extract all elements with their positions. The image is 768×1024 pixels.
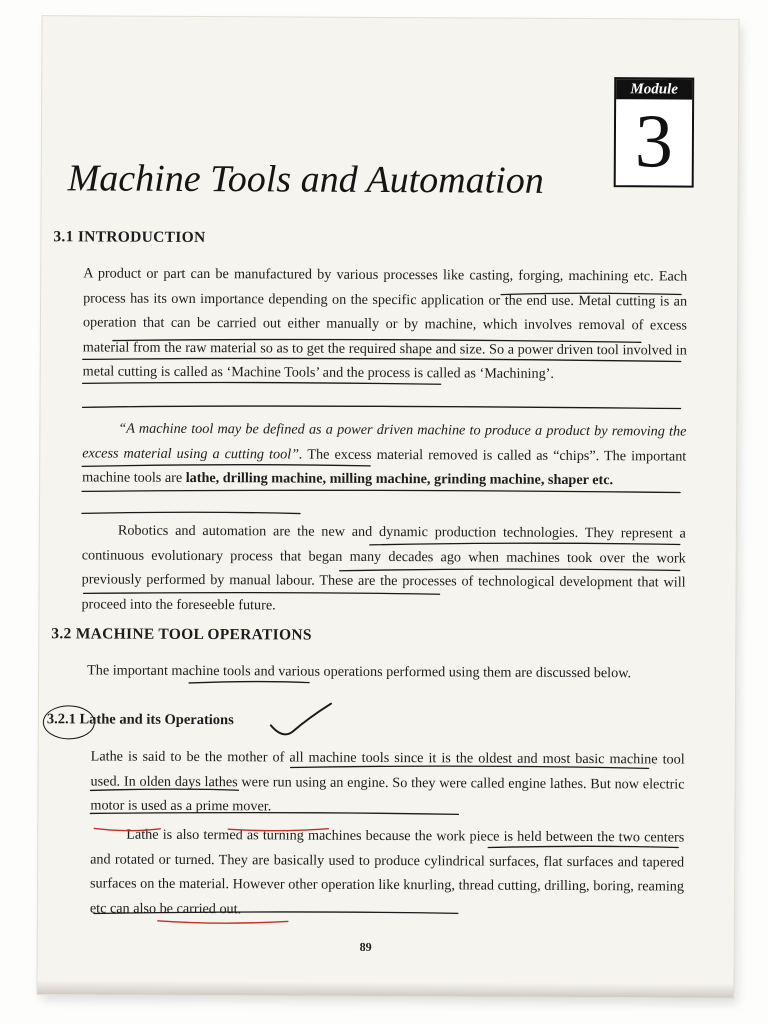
section-heading-introduction: 3.1 INTRODUCTION — [53, 228, 206, 247]
chapter-title: Machine Tools and Automation — [67, 157, 544, 202]
paragraph-lathe-intro: Lathe is said to be the mother of all machine tools since it is the oldest and most basic machine tool used. In olden days lathes were run using an engine. So they were called engine lathes. But now electric motor is used as a prime mover. — [90, 748, 685, 815]
book-page — [37, 16, 738, 998]
section-heading-machine-tool-operations: 3.2 MACHINE TOOL OPERATIONS — [51, 625, 312, 644]
pen-underline — [82, 512, 300, 515]
pen-checkmark — [271, 703, 331, 734]
paragraph-definition — [82, 416, 686, 493]
subsection-heading-lathe — [47, 711, 234, 729]
paragraph-robotics: Robotics and automation are the new and dynamic production technologies. They represent a continuous evolutionary process that began many decades ago when machines took over the work previously performed by manual labour. These are the processes of technological development that will proceed into the foreseeble future. — [81, 522, 686, 613]
subsection-title: Lathe and its Operations — [79, 711, 234, 729]
paragraph-lathe-turning: Lathe is also termed as turning machines because the work piece is held between the two centers and rotated or turned. They are basically used to produce cylindrical surfaces, flat surfaces and tapered surfaces on the material. However other operation like knurling, thread cutting, drilling, boring, reaming etc can also be carried out. — [89, 826, 685, 917]
pen-underline — [83, 405, 681, 411]
definition-quote: “A machine tool may be defined as a power driven machine to produce a product by removing the excess material using a cutting tool”. — [82, 420, 687, 463]
module-label: Module — [616, 79, 692, 99]
paragraph-machine-operations: The important machine tools and various operations performed using them are discussed below. — [87, 662, 632, 682]
definition-machine-list: lathe, drilling machine, milling machine, grinding machine, shaper etc. — [185, 469, 614, 489]
paragraph-introduction: A product or part can be manufactured by various processes like casting, forging, machining etc. Each process has its own importance depending on the specific application or the end use. Metal cutting is an operation that can be carried out either manually or by machine, which involves removal of excess material from the raw material so as to get the required shape and size. So a power driven tool involved in metal cutting is called as ‘Machine Tools’ and the process is called as ‘Machining’. — [82, 265, 688, 382]
page-number: 89 — [359, 939, 372, 954]
subsection-number: 3.2.1 — [46, 711, 76, 728]
definition-text: The excess material removed is called as “chips”. The important machine tools are — [82, 446, 687, 486]
module-number: 3 — [634, 99, 674, 184]
